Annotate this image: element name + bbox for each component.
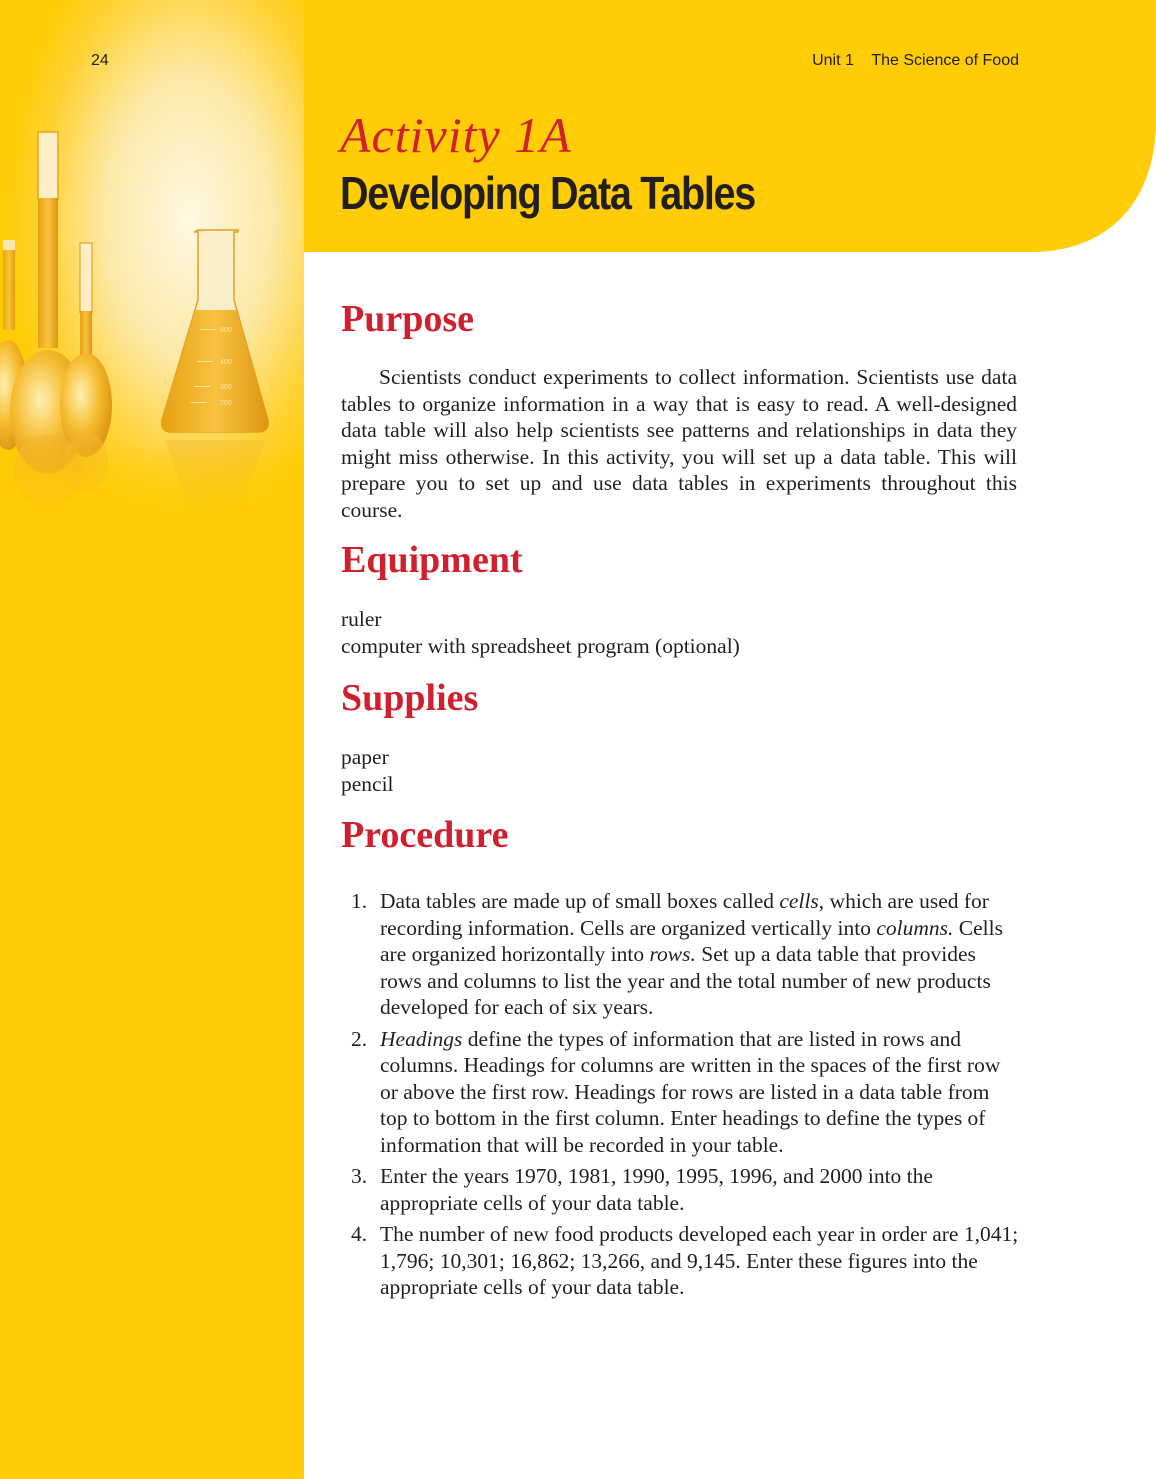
term-headings: Headings [380,1026,463,1051]
purpose-text: Scientists conduct experiments to collect information. Scientists use data tables to organize information in a way that is easy to read. A well-designed data table will also help scientists see patterns and relationships in data they might miss otherwise. In this activity, you will set up a data table. This will prepare you to set up and use data tables in experiments throughout this course. [341,365,1017,522]
purpose-heading: Purpose [341,298,474,340]
term-columns: columns. [876,915,954,940]
supplies-item: paper [341,745,389,769]
step-text: The number of new food products developed each year in order are 1,041; 1,796; 10,301; 16,862; 13,266, and 9,145. Enter these figures into the appropriate cells of your data table. [380,1222,1019,1299]
procedure-heading: Procedure [341,814,509,856]
activity-label: Activity 1A [340,107,572,163]
supplies-list [341,744,394,797]
equipment-heading: Equipment [341,539,523,581]
equipment-item: ruler [341,607,382,631]
step-text: , which are used for recording information. Cells are organized vertically into [380,889,989,940]
step-number: 2. [351,1026,368,1051]
supplies-heading: Supplies [341,677,479,719]
activity-title: Developing Data Tables [340,167,755,219]
step-text: Data tables are made up of small boxes called [380,889,780,913]
page-number: 24 [91,52,109,69]
step-text: define the types of information that are listed in rows and columns. Headings for columns are written in the spaces of the first row or above the first row. Headings for rows are listed in a data table from top to bottom in the first column. Enter headings to define the types of information that will be recorded in your table. [380,1026,1001,1157]
step-text: Cells are organized horizontally into [380,915,1003,966]
running-head: Unit 1 The Science of Food [812,52,1019,69]
glassware-photo [0,0,304,522]
step-number: 1. [351,889,368,913]
equipment-item: computer with spreadsheet program (optional) [341,633,740,658]
procedure-step [351,1221,1019,1301]
step-text: Enter the years 1970, 1981, 1990, 1995, 1996, and 2000 into the appropriate cells of your data table. [380,1164,933,1215]
term-rows: rows. [649,942,696,966]
term-cells: cells [779,889,819,913]
step-number: 4. [351,1222,368,1246]
supplies-item: pencil [341,771,394,796]
equipment-list [341,606,740,659]
procedure-step [351,888,1019,1021]
procedure-steps [351,888,1019,1306]
step-text: Set up a data table that provides rows and columns to list the year and the total number of new products developed for each of six years. [380,942,991,1019]
step-number: 3. [351,1164,368,1188]
procedure-step [351,1163,1019,1216]
procedure-step [351,1026,1019,1159]
